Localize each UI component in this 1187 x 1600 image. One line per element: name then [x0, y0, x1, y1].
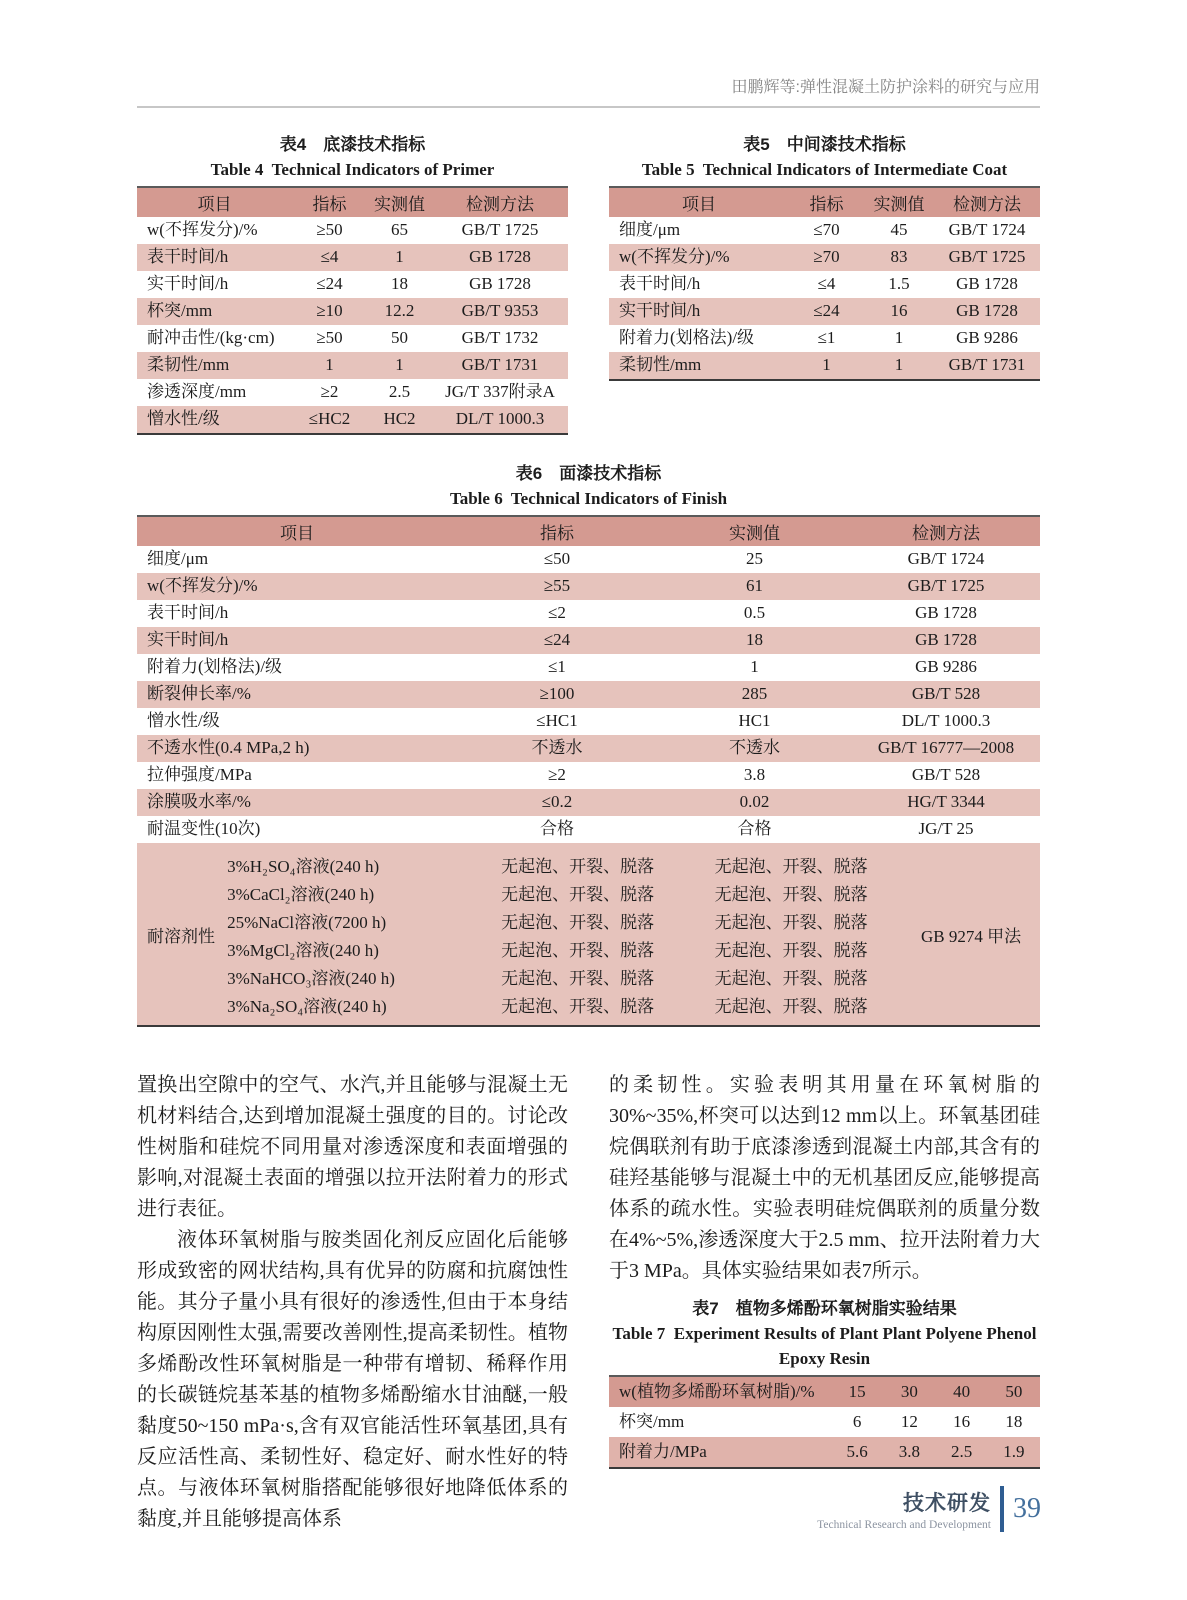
table-cell: DL/T 1000.3 [901, 711, 991, 731]
table-cell: GB 9286 [956, 328, 1018, 348]
solvent-cell: 3%MgCl₂溶液(240 h) [227, 940, 379, 960]
table-cell: 285 [741, 684, 768, 704]
column-header: 项目 [137, 516, 457, 546]
table-cell: ≤4 [320, 247, 339, 267]
table-cell: 3.8 [743, 765, 766, 785]
table-cell: 渗透深度/mm [147, 382, 247, 402]
page-number: 39 [1013, 1493, 1041, 1524]
table-cell: 0.5 [743, 603, 766, 623]
table-cell: w(不挥发分)/% [619, 247, 730, 267]
table-row [609, 1376, 1040, 1407]
table-cell: 表干时间/h [619, 274, 701, 294]
table-cell: 合格 [737, 819, 772, 839]
header-row [609, 187, 1040, 217]
table-cell: 细度/μm [619, 220, 681, 240]
table-cell: ≤24 [813, 301, 840, 321]
table-cell: ≤1 [548, 657, 566, 677]
table-cell: 表干时间/h [147, 247, 229, 267]
table-cell: 1 [822, 355, 831, 375]
table4-caption-en: Table 4 Technical Indicators of Primer [210, 160, 495, 179]
table-row [137, 789, 1040, 816]
table-cell: GB 1728 [956, 301, 1018, 321]
table-cell: 6 [852, 1411, 862, 1431]
table-cell: 1 [395, 247, 404, 267]
table7-epoxy-resin-results [609, 1375, 1040, 1469]
table-row [137, 600, 1040, 627]
table-cell: GB/T 16777—2008 [877, 738, 1015, 758]
table-cell: 憎水性/级 [147, 711, 220, 731]
solvent-resistance-method: GB 9274 甲法 [920, 926, 1022, 946]
table-cell: GB/T 1725 [907, 576, 985, 596]
table-cell: 拉伸强度/MPa [147, 765, 252, 785]
solvent-row [227, 962, 902, 990]
table7-caption-cn: 表7 植物多烯酚环氧树脂实验结果 [692, 1299, 957, 1318]
table-row [137, 735, 1040, 762]
table-cell: GB 1728 [915, 630, 977, 650]
column-header: 指标 [457, 516, 657, 546]
table-cell: GB/T 528 [911, 765, 981, 785]
table-cell: w(不挥发分)/% [147, 220, 258, 240]
page-footer [817, 1486, 1041, 1532]
table-cell: 1 [894, 355, 904, 375]
table-cell: 25 [746, 549, 763, 569]
table-cell: GB/T 1724 [948, 220, 1026, 240]
table5-caption-cn: 表5 中间漆技术指标 [743, 135, 906, 154]
table-row [137, 627, 1040, 654]
table-cell: ≤4 [817, 274, 836, 294]
table-cell: 40 [953, 1381, 971, 1401]
column-header: 实测值 [864, 187, 934, 217]
table-cell: 表干时间/h [147, 603, 229, 623]
table-cell: 合格 [540, 819, 574, 839]
table-cell: ≤50 [543, 549, 571, 569]
footer-section-cn: 技术研发 [903, 1492, 991, 1515]
solvent-row [227, 934, 902, 962]
table-cell: GB/T 1732 [461, 328, 539, 348]
table-cell: ≤2 [548, 603, 566, 623]
table-cell: 18 [391, 274, 408, 294]
table-cell: 12 [900, 1411, 918, 1431]
table-row [137, 298, 568, 325]
table-cell: 1.5 [888, 274, 910, 294]
footer-section-titles [817, 1487, 991, 1531]
table-cell: GB/T 1725 [948, 247, 1026, 267]
table4-section [137, 133, 568, 435]
table-cell: 45 [890, 220, 908, 240]
table-cell: 18 [1005, 1411, 1023, 1431]
solvent-cell: 3%H₂SO₄溶液(240 h) [227, 856, 380, 876]
table-cell: ≥100 [539, 684, 575, 704]
table5-caption-en: Table 5 Technical Indicators of Intermediate Coat [641, 160, 1008, 179]
solvent-cell: 无起泡、开裂、脱落 [501, 912, 655, 932]
table-row [137, 681, 1040, 708]
solvent-resistance-block [137, 843, 1040, 1027]
table6-section [137, 462, 1040, 1027]
table-cell: ≤HC1 [536, 711, 578, 731]
table-cell: 50 [391, 328, 408, 348]
footer-divider-bar [1000, 1486, 1004, 1532]
table-cell: ≤24 [316, 274, 343, 294]
solvent-cell: 无起泡、开裂、脱落 [501, 968, 655, 988]
table-cell: 附着力(划格法)/级 [147, 657, 283, 677]
paragraph: 的柔韧性。实验表明其用量在环氧树脂的30%~35%,杯突可以达到12 mm以上。环氧基团硅烷偶联剂有助于底漆渗透到混凝土内部,其含有的硅羟基能够与混凝土中的无机基团反应,能够提高体系的疏水性。实验表明硅烷偶联剂的质量分数在4%~5%,渗透深度大于2.5 mm、拉开法附着力大于3 MPa。具体实验结果如表7所示。 [609, 1074, 1040, 1282]
table-row [609, 1407, 1040, 1437]
table-cell: 2.5 [388, 382, 411, 402]
table-cell: 1 [750, 657, 759, 677]
table6-caption-en: Table 6 Technical Indicators of Finish [449, 489, 728, 508]
solvent-cell: 无起泡、开裂、脱落 [501, 856, 655, 876]
table-cell: 16 [953, 1411, 971, 1431]
table-cell: ≤0.2 [541, 792, 573, 812]
table-cell: 3.8 [898, 1441, 920, 1461]
running-head: 田鹏辉等:弹性混凝土防护涂料的研究与应用 [731, 79, 1040, 96]
table6-finish-indicators [137, 515, 1040, 843]
left-column [137, 1070, 568, 1535]
table-cell: ≥70 [813, 247, 840, 267]
solvent-cell: 无起泡、开裂、脱落 [714, 884, 868, 904]
top-tables-section [137, 133, 1040, 435]
table-cell: GB/T 1731 [948, 355, 1026, 375]
table-row [137, 546, 1040, 573]
paragraph: 置换出空隙中的空气、水汽,并且能够与混凝土无机材料结合,达到增加混凝土强度的目的。讨论改性树脂和硅烷不同用量对渗透深度和表面增强的影响,对混凝土表面的增强以拉开法附着力的形式进行表征。 [137, 1074, 568, 1220]
table-row [137, 654, 1040, 681]
solvent-cell: 无起泡、开裂、脱落 [501, 884, 655, 904]
table-cell: 附着力/MPa [619, 1441, 707, 1461]
solvent-resistance-rows [227, 843, 902, 1025]
solvent-row [227, 990, 902, 1018]
table-cell: w(植物多烯酚环氧树脂)/% [619, 1381, 815, 1401]
table-cell: 不透水 [531, 738, 583, 758]
table-cell: 细度/μm [147, 549, 209, 569]
column-header: 实测值 [657, 516, 852, 546]
solvent-cell: 无起泡、开裂、脱落 [714, 856, 868, 876]
table-cell: 16 [890, 301, 908, 321]
solvent-cell: 3%NaHCO₃溶液(240 h) [227, 968, 395, 988]
table-cell: 实干时间/h [147, 630, 229, 650]
header-row [137, 516, 1040, 546]
table-row [137, 379, 568, 406]
table-cell: 柔韧性/mm [619, 355, 702, 375]
table-row [609, 352, 1040, 380]
column-header: 检测方法 [852, 516, 1040, 546]
table-cell: 实干时间/h [147, 274, 229, 294]
table-cell: 0.02 [739, 792, 770, 812]
column-header: 指标 [292, 187, 367, 217]
solvent-resistance-label: 耐溶剂性 [147, 926, 215, 946]
table-cell: 65 [391, 220, 408, 240]
table-cell: 杯突/mm [147, 301, 213, 321]
solvent-cell: 无起泡、开裂、脱落 [714, 912, 868, 932]
right-column [609, 1070, 1040, 1535]
table-row [137, 708, 1040, 735]
table-cell: 2.5 [951, 1441, 973, 1461]
table-cell: HC1 [738, 711, 771, 731]
table4-primer-indicators [137, 186, 568, 435]
table-cell: 61 [746, 576, 763, 596]
table-cell: ≥2 [320, 382, 339, 402]
table-row [137, 816, 1040, 843]
solvent-row [227, 850, 902, 878]
column-header: 检测方法 [432, 187, 568, 217]
running-head-divider [137, 106, 1040, 108]
solvent-cell: 3%CaCl₂溶液(240 h) [227, 884, 375, 904]
table-row [137, 762, 1040, 789]
solvent-cell: 无起泡、开裂、脱落 [714, 968, 868, 988]
table-cell: 1 [395, 355, 404, 375]
table-cell: GB/T 528 [911, 684, 981, 704]
table-cell: DL/T 1000.3 [455, 409, 545, 429]
table-cell: 不透水性(0.4 MPa,2 h) [147, 738, 310, 758]
solvent-cell: 无起泡、开裂、脱落 [714, 940, 868, 960]
table-cell: 15 [848, 1381, 866, 1401]
table7-section [609, 1297, 1040, 1469]
table-row [609, 1437, 1040, 1468]
solvent-cell: 3%Na₂SO₄溶液(240 h) [227, 996, 387, 1016]
table-cell: 1 [325, 355, 334, 375]
table-cell: 1.9 [1003, 1441, 1025, 1461]
table-row [137, 573, 1040, 600]
solvent-cell: 无起泡、开裂、脱落 [501, 940, 655, 960]
table-cell: GB 1728 [469, 274, 531, 294]
table-row [609, 298, 1040, 325]
table-cell: 5.6 [846, 1441, 868, 1461]
table-cell: ≥2 [548, 765, 566, 785]
table-cell: 50 [1005, 1381, 1023, 1401]
solvent-row [227, 878, 902, 906]
table-cell: ≥50 [316, 328, 343, 348]
footer-section-en: Technical Research and Development [817, 1519, 991, 1531]
table-cell: 实干时间/h [619, 301, 701, 321]
table-cell: 不透水 [729, 738, 780, 758]
table5-intermediate-coat-indicators [609, 186, 1040, 381]
table4-caption-cn: 表4 底漆技术指标 [279, 135, 426, 154]
table-row [609, 325, 1040, 352]
table-row [137, 406, 568, 434]
table-cell: JG/T 337附录A [445, 382, 555, 402]
solvent-cell: 无起泡、开裂、脱落 [501, 996, 655, 1016]
table-cell: 耐温变性(10次) [147, 819, 261, 839]
table-cell: GB/T 1724 [907, 549, 985, 569]
table5-section [609, 133, 1040, 435]
table-cell: ≥10 [316, 301, 343, 321]
table-cell: 30 [900, 1381, 918, 1401]
header-row [137, 187, 568, 217]
table-cell: 柔韧性/mm [147, 355, 230, 375]
table-row [609, 217, 1040, 244]
table-cell: 83 [890, 247, 908, 267]
table7-caption-en: Table 7 Experiment Results of Plant Plant Polyene Phenol Epoxy Resin [612, 1324, 1041, 1368]
table-cell: GB/T 1731 [461, 355, 539, 375]
column-header: 指标 [789, 187, 864, 217]
table-cell: ≥50 [316, 220, 343, 240]
table-cell: GB 1728 [469, 247, 531, 267]
table-cell: ≤24 [543, 630, 571, 650]
table-row [137, 244, 568, 271]
table-cell: HC2 [383, 409, 416, 429]
table-cell: JG/T 25 [918, 819, 974, 839]
table-cell: GB/T 9353 [461, 301, 539, 321]
table-cell: 18 [746, 630, 763, 650]
table-cell: 耐冲击性/(kg·cm) [147, 328, 275, 348]
table-row [137, 271, 568, 298]
table-cell: 12.2 [384, 301, 415, 321]
column-header: 检测方法 [934, 187, 1040, 217]
solvent-cell: 25%NaCl溶液(7200 h) [227, 912, 387, 932]
table-row [137, 325, 568, 352]
table-cell: ≥55 [543, 576, 571, 596]
table-cell: HG/T 3344 [907, 792, 985, 812]
table-cell: 断裂伸长率/% [147, 684, 251, 704]
table-row [609, 271, 1040, 298]
solvent-cell: 无起泡、开裂、脱落 [714, 996, 868, 1016]
table-cell: ≤1 [817, 328, 836, 348]
table-cell: GB 1728 [956, 274, 1018, 294]
table-cell: 憎水性/级 [147, 409, 220, 429]
body-text-columns [137, 1070, 1040, 1535]
table-cell: 杯突/mm [619, 1411, 685, 1431]
table-cell: 涂膜吸水率/% [147, 792, 251, 812]
column-header: 项目 [609, 187, 789, 217]
table-cell: 1 [894, 328, 904, 348]
table-cell: ≤HC2 [308, 409, 351, 429]
table-cell: 附着力(划格法)/级 [619, 328, 755, 348]
column-header: 实测值 [367, 187, 432, 217]
table-row [609, 244, 1040, 271]
paragraph: 液体环氧树脂与胺类固化剂反应固化后能够形成致密的网状结构,具有优异的防腐和抗腐蚀性能。其分子量小具有很好的渗透性,但由于本身结构原因刚性太强,需要改善刚性,提高柔韧性。植物多烯酚改性环氧树脂是一种带有增韧、稀释作用的长碳链烷基苯基的植物多烯酚缩水甘油醚,一般黏度50~150 mPa·s,含有双官能活性环氧基团,具有反应活性高、柔韧性好、稳定好、耐水性好的特点。与液体环氧树脂搭配能够很好地降低体系的黏度,并且能够提高体系 [137, 1229, 568, 1530]
table-row [137, 352, 568, 379]
table-cell: GB/T 1725 [461, 220, 539, 240]
table-row [137, 217, 568, 244]
table-cell: ≤70 [813, 220, 840, 240]
table-cell: w(不挥发分)/% [147, 576, 258, 596]
table-cell: GB 1728 [915, 603, 977, 623]
table-cell: GB 9286 [915, 657, 977, 677]
table6-caption-cn: 表6 面漆技术指标 [515, 464, 662, 483]
solvent-row [227, 906, 902, 934]
column-header: 项目 [137, 187, 292, 217]
